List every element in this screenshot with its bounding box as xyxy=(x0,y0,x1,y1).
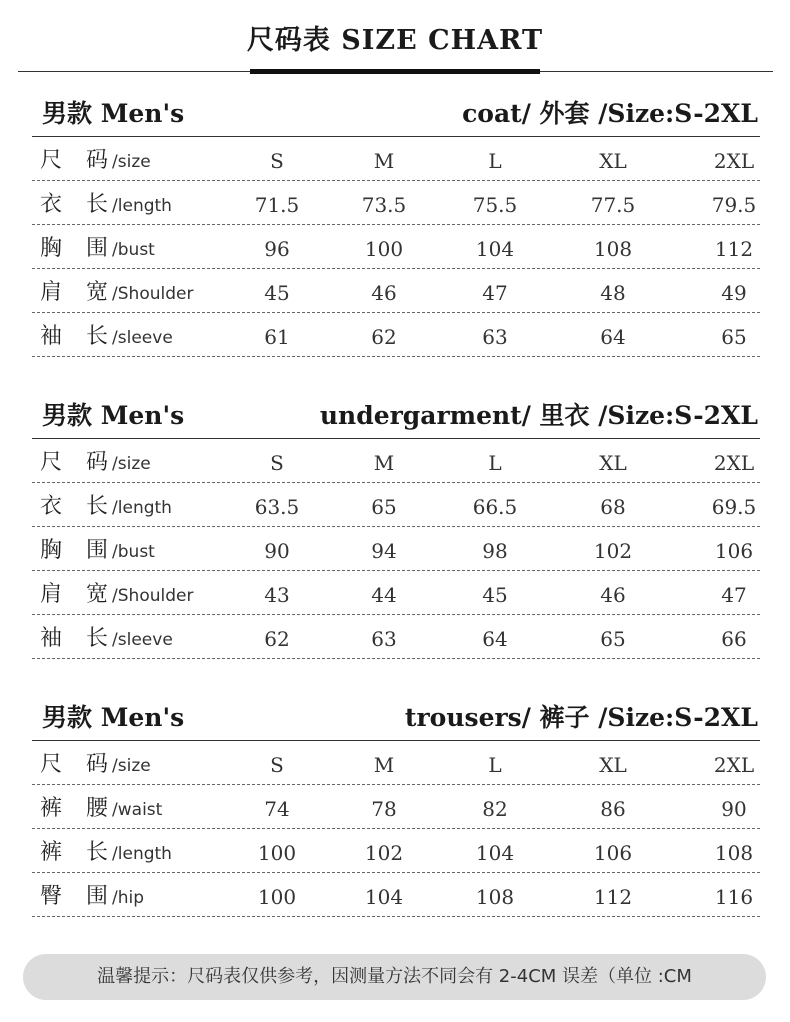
undergarment-size-table xyxy=(32,400,760,659)
row-label xyxy=(40,143,151,174)
table-cell: M xyxy=(373,753,395,777)
table-cell: L xyxy=(488,149,502,173)
table-cell: 112 xyxy=(714,237,754,261)
table-cell: 48 xyxy=(600,281,626,305)
row-label xyxy=(40,445,151,476)
table-cell: 78 xyxy=(371,797,397,821)
row-label-zh2: 腰 xyxy=(86,796,109,821)
row-label xyxy=(40,835,172,866)
table-cell: L xyxy=(488,451,502,475)
table-cell: 108 xyxy=(475,885,515,909)
table-cell: 2XL xyxy=(713,753,755,777)
row-label-zh1: 裤 xyxy=(40,796,63,821)
table-cell: 75.5 xyxy=(472,193,518,217)
table-cell: 116 xyxy=(714,885,754,909)
row-label xyxy=(40,747,151,778)
row-label-zh2: 宽 xyxy=(86,582,109,607)
table-cell: 64 xyxy=(600,325,626,349)
table-cell: 104 xyxy=(475,237,515,261)
row-label-en: /length xyxy=(112,196,172,216)
row-label-en: /size xyxy=(112,756,151,776)
table-cell: 2XL xyxy=(713,149,755,173)
table-cell: 108 xyxy=(593,237,633,261)
table-cell: S xyxy=(270,451,284,475)
row-label xyxy=(40,621,173,652)
row-label-en: /size xyxy=(112,152,151,172)
table-cell: 49 xyxy=(721,281,747,305)
row-label-zh2: 围 xyxy=(86,236,109,261)
row-label-zh2: 码 xyxy=(86,752,109,777)
table-row xyxy=(32,313,760,357)
section-gender-label: 男款 Men's xyxy=(42,401,185,430)
section-garment-label: trousers/ 裤子 /Size:S-2XL xyxy=(404,703,758,732)
row-label-en: /bust xyxy=(112,542,155,562)
table-row xyxy=(32,483,760,527)
measurement-note: 温馨提示：尺码表仅供参考，因测量方法不同会有 2-4CM 误差（单位 :CM xyxy=(23,954,766,1000)
table-cell: 69.5 xyxy=(711,495,757,519)
row-label-en: /waist xyxy=(112,800,163,820)
row-label-en: /Shoulder xyxy=(112,284,194,304)
table-cell: 66 xyxy=(721,627,747,651)
table-cell: 94 xyxy=(371,539,397,563)
table-cell: 46 xyxy=(600,583,626,607)
table-row xyxy=(32,269,760,313)
table-cell: 45 xyxy=(264,281,290,305)
row-label xyxy=(40,231,155,262)
row-label-zh2: 宽 xyxy=(86,280,109,305)
row-label-zh1: 臀 xyxy=(40,884,63,909)
table-cell: S xyxy=(270,149,284,173)
row-label-zh2: 围 xyxy=(86,884,109,909)
table-row xyxy=(32,571,760,615)
section-garment-label: coat/ 外套 /Size:S-2XL xyxy=(462,99,758,128)
row-label-zh1: 裤 xyxy=(40,840,63,865)
table-row xyxy=(32,181,760,225)
table-cell: 68 xyxy=(600,495,626,519)
row-label xyxy=(40,489,172,520)
table-cell: 2XL xyxy=(713,451,755,475)
row-label xyxy=(40,533,155,564)
row-label-zh1: 胸 xyxy=(40,538,63,563)
row-label-en: /size xyxy=(112,454,151,474)
row-label-zh2: 码 xyxy=(86,450,109,475)
row-label-zh2: 长 xyxy=(86,840,109,865)
table-row xyxy=(32,873,760,917)
table-cell: 74 xyxy=(264,797,290,821)
table-cell: XL xyxy=(599,149,627,173)
table-cell: 63 xyxy=(371,627,397,651)
table-cell: 106 xyxy=(714,539,754,563)
section-gender-label: 男款 Men's xyxy=(42,703,185,732)
table-cell: 86 xyxy=(600,797,626,821)
table-cell: 66.5 xyxy=(472,495,518,519)
table-cell: L xyxy=(488,753,502,777)
table-cell: 90 xyxy=(721,797,747,821)
table-row xyxy=(32,785,760,829)
table-cell: 98 xyxy=(482,539,508,563)
row-label-zh2: 长 xyxy=(86,494,109,519)
table-cell: 90 xyxy=(264,539,290,563)
table-row xyxy=(32,439,760,483)
section-gender-label: 男款 Men's xyxy=(42,99,185,128)
table-cell: 65 xyxy=(721,325,747,349)
table-cell: 106 xyxy=(593,841,633,865)
table-cell: 82 xyxy=(482,797,508,821)
table-cell: 45 xyxy=(482,583,508,607)
table-cell: 104 xyxy=(475,841,515,865)
row-label-en: /bust xyxy=(112,240,155,260)
table-cell: 43 xyxy=(264,583,290,607)
row-label-en: /sleeve xyxy=(112,328,173,348)
table-cell: 62 xyxy=(371,325,397,349)
row-label-en: /hip xyxy=(112,888,145,908)
row-label xyxy=(40,275,193,306)
table-cell: 44 xyxy=(371,583,397,607)
table-row xyxy=(32,225,760,269)
table-cell: 62 xyxy=(264,627,290,651)
row-label-zh1: 胸 xyxy=(40,236,63,261)
table-cell: 65 xyxy=(371,495,397,519)
table-cell: 46 xyxy=(371,281,397,305)
row-label-zh1: 衣 xyxy=(40,192,63,217)
table-row xyxy=(32,615,760,659)
trousers-size-table xyxy=(32,702,760,917)
row-label-zh1: 肩 xyxy=(40,280,63,305)
table-cell: 73.5 xyxy=(361,193,407,217)
table-cell: 100 xyxy=(257,841,297,865)
table-cell: 61 xyxy=(264,325,290,349)
section-header xyxy=(32,400,760,439)
title-accent-bar xyxy=(250,69,540,74)
table-cell: 108 xyxy=(714,841,754,865)
row-label-zh1: 肩 xyxy=(40,582,63,607)
table-cell: XL xyxy=(599,451,627,475)
page-title: 尺码表 SIZE CHART xyxy=(246,25,544,56)
section-header xyxy=(32,98,760,137)
table-row xyxy=(32,527,760,571)
table-cell: 100 xyxy=(364,237,404,261)
row-label-zh2: 长 xyxy=(86,626,109,651)
row-label-zh1: 尺 xyxy=(40,148,63,173)
table-cell: M xyxy=(373,451,395,475)
table-cell: 77.5 xyxy=(590,193,636,217)
table-cell: 104 xyxy=(364,885,404,909)
table-cell: 102 xyxy=(364,841,404,865)
coat-size-table xyxy=(32,98,760,357)
table-cell: 112 xyxy=(593,885,633,909)
table-cell: S xyxy=(270,753,284,777)
row-label-en: /sleeve xyxy=(112,630,173,650)
table-cell: XL xyxy=(599,753,627,777)
row-label xyxy=(40,319,173,350)
row-label-en: /length xyxy=(112,844,172,864)
table-cell: 96 xyxy=(264,237,290,261)
table-row xyxy=(32,137,760,181)
table-cell: 71.5 xyxy=(254,193,300,217)
row-label xyxy=(40,879,144,910)
table-row xyxy=(32,829,760,873)
table-cell: 79.5 xyxy=(711,193,757,217)
row-label-zh2: 长 xyxy=(86,324,109,349)
row-label xyxy=(40,187,172,218)
table-cell: 63.5 xyxy=(254,495,300,519)
row-label xyxy=(40,791,162,822)
table-cell: 63 xyxy=(482,325,508,349)
row-label-zh2: 围 xyxy=(86,538,109,563)
row-label-en: /Shoulder xyxy=(112,586,194,606)
row-label-en: /length xyxy=(112,498,172,518)
row-label-zh1: 衣 xyxy=(40,494,63,519)
section-header xyxy=(32,702,760,741)
table-row xyxy=(32,741,760,785)
table-cell: M xyxy=(373,149,395,173)
row-label-zh1: 尺 xyxy=(40,752,63,777)
row-label-zh2: 码 xyxy=(86,148,109,173)
section-garment-label: undergarment/ 里衣 /Size:S-2XL xyxy=(319,401,758,430)
row-label-zh2: 长 xyxy=(86,192,109,217)
table-cell: 65 xyxy=(600,627,626,651)
table-cell: 47 xyxy=(482,281,508,305)
table-cell: 47 xyxy=(721,583,747,607)
table-cell: 100 xyxy=(257,885,297,909)
row-label-zh1: 尺 xyxy=(40,450,63,475)
row-label-zh1: 袖 xyxy=(40,324,63,349)
row-label xyxy=(40,577,193,608)
table-cell: 102 xyxy=(593,539,633,563)
table-cell: 64 xyxy=(482,627,508,651)
row-label-zh1: 袖 xyxy=(40,626,63,651)
